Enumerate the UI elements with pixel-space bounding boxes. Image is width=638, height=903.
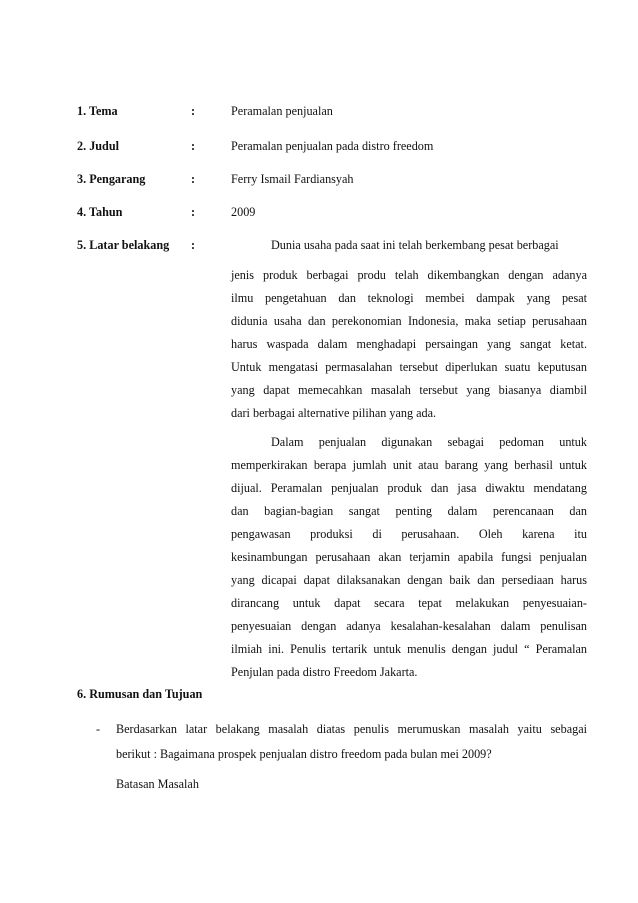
meta-label: 4. Tahun [77, 205, 123, 219]
paragraph-line: berikut : Bagaimana prospek penjualan distro freedom pada bulan mei 2009? [116, 747, 492, 761]
paragraph-line: ilmu pengetahuan dan teknologi membei dampak yang pesat [231, 291, 587, 305]
paragraph-line: jenis produk berbagai produ telah dikembangkan dengan adanya [231, 268, 587, 282]
paragraph-line: dijual. Peramalan penjualan produk dan jasa diwaktu mendatang [231, 481, 587, 495]
meta-colon: : [191, 172, 196, 186]
meta-value: Peramalan penjualan [231, 104, 333, 118]
batasan-masalah-label: Batasan Masalah [116, 777, 199, 791]
meta-colon: : [191, 104, 196, 118]
paragraph-line: harus waspada dalam menghadapi persaingan yang sangat ketat. [231, 337, 587, 351]
meta-label: 5. Latar belakang [77, 238, 170, 252]
paragraph-line: dan bagian-bagian sangat penting dalam perencanaan dan [231, 504, 587, 518]
meta-value: Ferry Ismail Fardiansyah [231, 172, 354, 186]
paragraph-line: yang dicapai dapat dilaksanakan dengan baik dan persediaan harus [231, 573, 587, 587]
latar-first-line: Dunia usaha pada saat ini telah berkembang pesat berbagai [271, 238, 559, 252]
paragraph-line: Berdasarkan latar belakang masalah diatas penulis merumuskan masalah yaitu sebagai [116, 722, 587, 736]
meta-colon: : [191, 139, 196, 153]
meta-label: 3. Pengarang [77, 172, 146, 186]
paragraph-line: kesinambungan perusahaan akan terjamin apabila fungsi penjualan [231, 550, 587, 564]
meta-colon: : [191, 238, 196, 252]
paragraph-line: Dalam penjualan digunakan sebagai pedoman untuk [271, 435, 587, 449]
meta-value: 2009 [231, 205, 256, 219]
meta-row-tema [77, 104, 587, 122]
paragraph-line: Penjulan pada distro Freedom Jakarta. [231, 665, 418, 679]
meta-row-tahun [77, 205, 587, 223]
paragraph-line: memperkirakan berapa jumlah unit atau barang yang berhasil untuk [231, 458, 587, 472]
paragraph-line: yang dapat memecahkan masalah tersebut yang biasanya diambil [231, 383, 587, 397]
paragraph-line: penyesuaian dengan adanya kesalahan-kesalahan dalam penulisan [231, 619, 587, 633]
meta-value: Peramalan penjualan pada distro freedom [231, 139, 434, 153]
paragraph-line: didunia usaha dan perekonomian Indonesia, maka setiap perusahaan [231, 314, 587, 328]
paragraph-line: dari berbagai alternative pilihan yang ada. [231, 406, 437, 420]
meta-row-pengarang [77, 172, 587, 190]
meta-colon: : [191, 205, 196, 219]
paragraph-line: dirancang untuk dapat secara tepat melakukan penyesuaian- [231, 596, 587, 610]
paragraph-line: pengawasan produksi di perusahaan. Oleh karena itu [231, 527, 587, 541]
paragraph-line: Untuk mengatasi permasalahan tersebut diperlukan suatu keputusan [231, 360, 587, 374]
section-heading-rumusan: 6. Rumusan dan Tujuan [77, 687, 203, 701]
meta-label: 2. Judul [77, 139, 120, 153]
paragraph-line: ilmiah ini. Penulis tertarik untuk menulis dengan judul “ Peramalan [231, 642, 587, 656]
meta-row-latar [77, 238, 587, 256]
list-dash: - [96, 722, 101, 736]
meta-row-judul [77, 139, 587, 157]
meta-label: 1. Tema [77, 104, 118, 118]
